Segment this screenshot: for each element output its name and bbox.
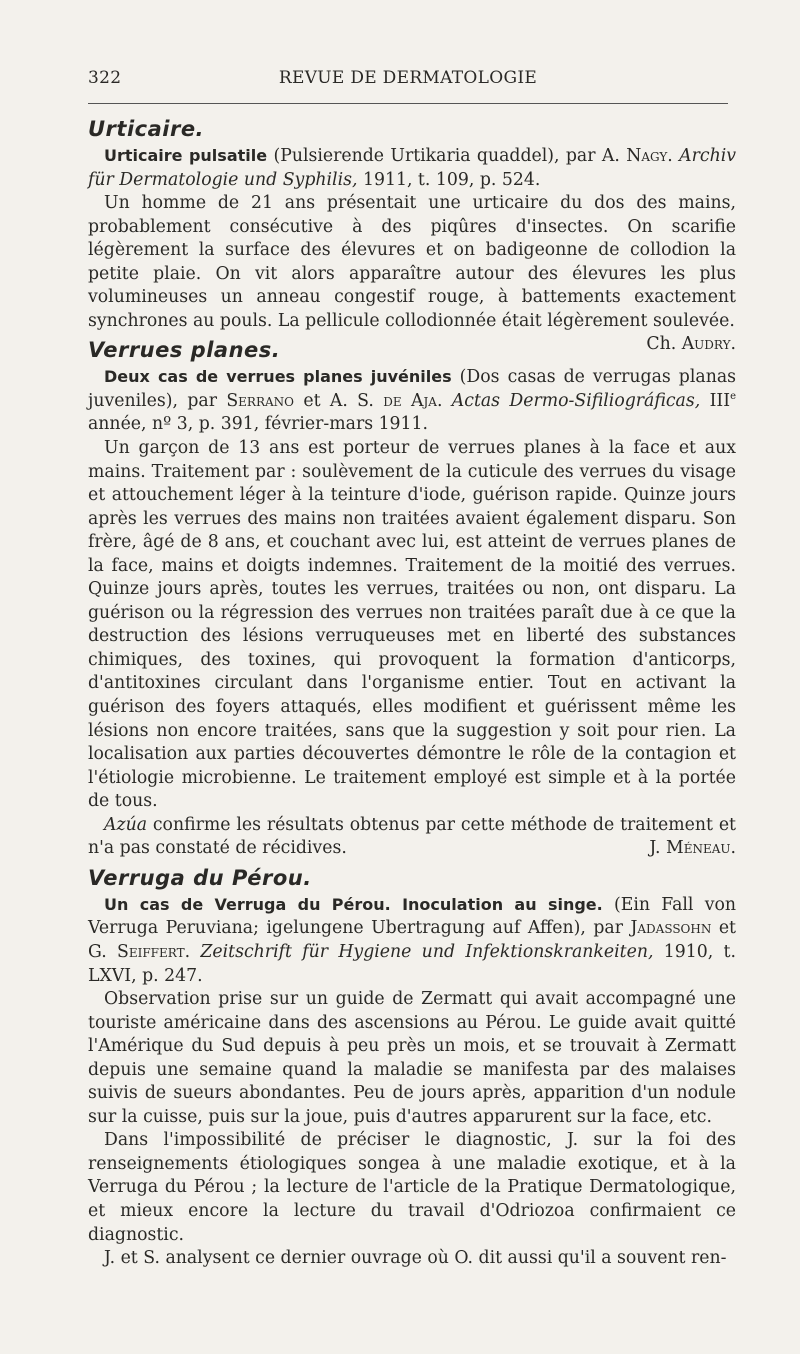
abstract-text: confirme les résultats obtenus par cette méthode de traitement et n'a pas constaté de récidives. (88, 814, 736, 859)
section-heading-verruga: Verruga du Pérou. (88, 865, 312, 890)
abstract-paragraph: Un garçon de 13 ans est porteur de verrues planes à la face et aux mains. Traitement par : soulèvement de la cuticule des verrues du visage et attouchement léger à la teinture d'iode, guérison rapide. Quinze jours après les verrues des mains non traitées avaient également disparu. Son frère, âgé de 8 ans, et couchant avec lui, est atteint de verrues planes de la face, mains et doigts indemnes. Traitement de la moitié des verrues. Quinze jours après, toutes les verrues, traitées ou non, ont disparu. La guérison ou la régression des verrues non traitées paraît due à ce que la destruction des lésions verruqueuses met en liberté des substances chimiques, des toxines, qui provoquent la formation d'anticorps, d'antitoxines circulant dans l'organisme entier. Tout en activant la guérison des foyers attaqués, elles modifient et guérissent même les lésions non encore traitées, sans que la suggestion y soit pour rien. La localisation aux parties découvertes démontre le rôle de la contagion et l'étiologie microbienne. Le traitement employé est simple et à la portée de tous. (88, 438, 736, 812)
signature-initial: J. (649, 838, 666, 859)
abstract-paragraph: Dans l'impossibilité de préciser le diagnostic, J. sur la foi des renseignements étiologiques songea à une maladie exotique, et à la Verruga du Pérou ; la lecture de l'article de la Pratique Dermatologique, et mieux encore la lecture du travail d'Odriozoa confirmaient ce diagnostic. (88, 1130, 736, 1245)
reference-urticaire (88, 144, 736, 192)
signature-initial: Ch. (646, 334, 682, 355)
reference-verrues (88, 365, 736, 437)
page-header (88, 68, 728, 94)
reference-text: (Dos casas de verrugas planas juveniles), par (88, 367, 736, 411)
reference-text: 1910, t. LXVI, p. 247. (88, 941, 736, 986)
signature-dot: . (730, 838, 736, 859)
reference-text: . (436, 390, 452, 411)
author-name: Nagy (626, 146, 668, 166)
section-heading-urticaire: Urticaire. (88, 117, 205, 141)
signature (633, 837, 736, 861)
journal-name: Zeitschrift für Hygiene und Infektionskrankeiten, (200, 941, 654, 962)
reference-text: (Pulsierende Urtikaria quaddel), par A. (267, 146, 627, 166)
section-heading-verrues: Verrues planes. (88, 338, 281, 363)
reference-verruga (88, 893, 736, 988)
page-body (88, 112, 736, 1271)
reference-text: (Ein Fall von Verruga Peruviana; igelungene Ubertragung auf Affen), par (88, 894, 736, 939)
page-number: 322 (88, 68, 122, 88)
running-title: REVUE DE DERMATOLOGIE (278, 68, 538, 88)
signature-dot: . (730, 334, 736, 355)
reference-text: et (711, 918, 736, 939)
signature-name: Audry (681, 334, 731, 355)
article-title: Un cas de Verruga du Pérou. Inoculation au singe. (104, 894, 603, 914)
header-rule (88, 103, 728, 104)
reference-text: 1911, t. 109, p. 524. (357, 169, 541, 190)
author-name: G. Seiffert (88, 941, 185, 962)
cited-author: Azúa (104, 814, 148, 835)
reference-text: . (667, 146, 680, 166)
abstract-paragraph: J. et S. analysent ce dernier ouvrage où O. dit aussi qu'il a souvent ren- (104, 1248, 727, 1269)
journal-name: Actas Dermo-Sifiliográficas, (451, 390, 701, 411)
author-name: Jadassohn (630, 918, 712, 939)
journal-name: Archiv für Dermatologie und Syphilis, (88, 146, 736, 190)
signature (630, 333, 736, 357)
reference-text: et A. S. (294, 390, 384, 411)
superscript: e (730, 391, 736, 403)
author-name: de Aja (383, 390, 437, 411)
reference-text: année, nº 3, p. 391, février-mars 1911. (88, 414, 429, 435)
abstract-paragraph (88, 814, 736, 861)
article-title: Deux cas de verrues planes juvéniles (104, 367, 452, 387)
reference-text: III (700, 390, 731, 411)
article-title: Urticaire pulsatile (104, 146, 268, 165)
reference-text: . (184, 941, 201, 962)
author-name: Serrano (226, 390, 294, 411)
abstract-text: Un homme de 21 ans présentait une urticaire du dos des mains, probablement consécutive à des piqûres d'insectes. On scarifie légèrement la surface des élevures et on badigeonne de collodion la petite plaie. On vit alors apparaître autour des élevures les plus volumineuses un anneau congestif rouge, à battements exactement synchrones au pouls. La pellicule collodionnée était légèrement soulevée. (88, 193, 736, 331)
signature-name: Méneau (666, 838, 731, 859)
abstract-paragraph: Observation prise sur un guide de Zermatt qui avait accompagné une touriste américaine dans des ascensions au Pérou. Le guide avait quitté l'Amérique du Sud depuis à peu près un mois, et se trouvait à Zermatt depuis une semaine quand la maladie se manifesta par des malaises suivis de sueurs abondantes. Peu de jours après, apparition d'un nodule sur la cuisse, puis sur la joue, puis d'autres apparurent sur la face, etc. (88, 989, 736, 1127)
